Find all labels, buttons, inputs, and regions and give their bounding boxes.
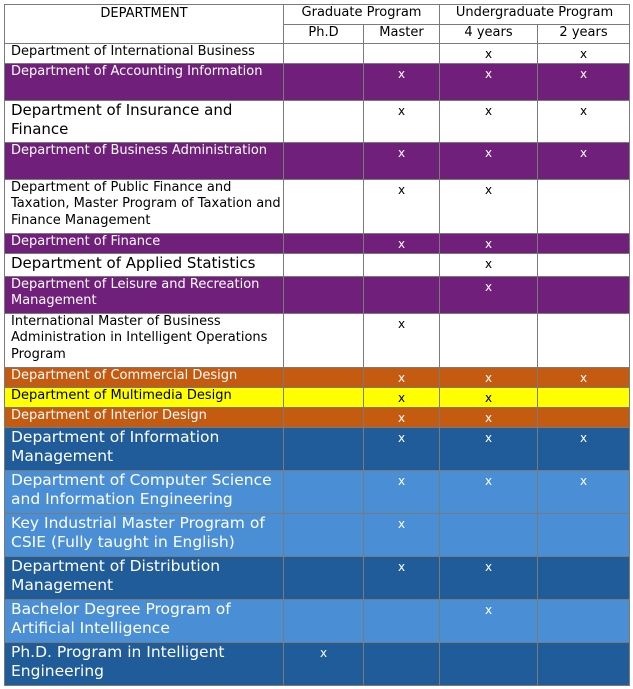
phd-mark	[284, 600, 364, 643]
table-row	[5, 143, 630, 180]
table-row	[5, 64, 630, 101]
two-years-mark	[538, 314, 630, 368]
four-years-mark: x	[440, 101, 538, 143]
master-mark: x	[364, 428, 440, 471]
department-name: International Master of Business Administration in Intelligent Operations Program	[5, 314, 284, 368]
phd-mark	[284, 471, 364, 514]
two-years-mark	[538, 388, 630, 408]
master-mark	[364, 44, 440, 64]
four-years-mark: x	[440, 254, 538, 277]
phd-mark	[284, 254, 364, 277]
two-years-mark	[538, 254, 630, 277]
four-years-header: 4 years	[440, 25, 538, 44]
two-years-mark	[538, 643, 630, 686]
table-row	[5, 557, 630, 600]
master-mark: x	[364, 180, 440, 234]
phd-mark: x	[284, 643, 364, 686]
department-header: DEPARTMENT	[5, 5, 284, 44]
phd-mark	[284, 388, 364, 408]
department-name: Department of Applied Statistics	[5, 254, 284, 277]
two-years-mark: x	[538, 428, 630, 471]
master-mark: x	[364, 314, 440, 368]
department-name: Bachelor Degree Program of Artificial Intelligence	[5, 600, 284, 643]
phd-mark	[284, 64, 364, 101]
four-years-mark: x	[440, 143, 538, 180]
four-years-mark: x	[440, 471, 538, 514]
four-years-mark: x	[440, 557, 538, 600]
phd-mark	[284, 180, 364, 234]
master-mark: x	[364, 557, 440, 600]
two-years-mark	[538, 600, 630, 643]
master-mark: x	[364, 234, 440, 254]
table-row	[5, 643, 630, 686]
two-years-mark: x	[538, 471, 630, 514]
phd-mark	[284, 277, 364, 314]
four-years-mark	[440, 643, 538, 686]
four-years-mark: x	[440, 388, 538, 408]
table-row	[5, 101, 630, 143]
master-mark: x	[364, 64, 440, 101]
table-row	[5, 254, 630, 277]
department-name: Department of Finance	[5, 234, 284, 254]
four-years-mark: x	[440, 64, 538, 101]
department-name: Department of Multimedia Design	[5, 388, 284, 408]
graduate-program-header: Graduate Program	[284, 5, 440, 25]
master-mark	[364, 254, 440, 277]
four-years-mark: x	[440, 600, 538, 643]
department-name: Department of Information Management	[5, 428, 284, 471]
master-mark: x	[364, 408, 440, 428]
two-years-mark: x	[538, 101, 630, 143]
master-mark: x	[364, 143, 440, 180]
department-name: Department of Business Administration	[5, 143, 284, 180]
phd-mark	[284, 514, 364, 557]
master-mark	[364, 643, 440, 686]
department-name: Department of Commercial Design	[5, 368, 284, 388]
four-years-mark: x	[440, 44, 538, 64]
department-name: Department of Distribution Management	[5, 557, 284, 600]
phd-mark	[284, 314, 364, 368]
table-row	[5, 428, 630, 471]
table-row	[5, 514, 630, 557]
master-mark	[364, 277, 440, 314]
phd-mark	[284, 101, 364, 143]
four-years-mark: x	[440, 234, 538, 254]
phd-mark	[284, 557, 364, 600]
table-row	[5, 388, 630, 408]
table-row	[5, 277, 630, 314]
master-mark: x	[364, 368, 440, 388]
two-years-mark: x	[538, 44, 630, 64]
table-row	[5, 368, 630, 388]
phd-mark	[284, 368, 364, 388]
phd-header: Ph.D	[284, 25, 364, 44]
two-years-mark	[538, 557, 630, 600]
phd-mark	[284, 234, 364, 254]
department-name: Ph.D. Program in Intelligent Engineering	[5, 643, 284, 686]
four-years-mark: x	[440, 428, 538, 471]
phd-mark	[284, 408, 364, 428]
department-name: Department of Accounting Information	[5, 64, 284, 101]
department-name: Department of Insurance and Finance	[5, 101, 284, 143]
master-mark: x	[364, 388, 440, 408]
master-header: Master	[364, 25, 440, 44]
two-years-mark: x	[538, 64, 630, 101]
table-row	[5, 180, 630, 234]
table-row	[5, 234, 630, 254]
two-years-mark	[538, 277, 630, 314]
four-years-mark	[440, 314, 538, 368]
two-years-header: 2 years	[538, 25, 630, 44]
department-name: Department of Interior Design	[5, 408, 284, 428]
two-years-mark	[538, 180, 630, 234]
table-row	[5, 44, 630, 64]
two-years-mark	[538, 408, 630, 428]
phd-mark	[284, 143, 364, 180]
department-name: Department of Public Finance and Taxation, Master Program of Taxation and Finance Management	[5, 180, 284, 234]
phd-mark	[284, 44, 364, 64]
table-row	[5, 600, 630, 643]
four-years-mark	[440, 514, 538, 557]
undergraduate-program-header: Undergraduate Program	[440, 5, 630, 25]
four-years-mark: x	[440, 180, 538, 234]
four-years-mark: x	[440, 368, 538, 388]
department-name: Key Industrial Master Program of CSIE (Fully taught in English)	[5, 514, 284, 557]
table-row	[5, 471, 630, 514]
two-years-mark	[538, 514, 630, 557]
four-years-mark: x	[440, 277, 538, 314]
table-row	[5, 408, 630, 428]
master-mark	[364, 600, 440, 643]
department-name: Department of International Business	[5, 44, 284, 64]
four-years-mark: x	[440, 408, 538, 428]
master-mark: x	[364, 101, 440, 143]
department-name: Department of Computer Science and Information Engineering	[5, 471, 284, 514]
two-years-mark: x	[538, 368, 630, 388]
two-years-mark: x	[538, 143, 630, 180]
table-row	[5, 314, 630, 368]
department-program-table	[4, 4, 630, 686]
two-years-mark	[538, 234, 630, 254]
department-name: Department of Leisure and Recreation Management	[5, 277, 284, 314]
phd-mark	[284, 428, 364, 471]
master-mark: x	[364, 514, 440, 557]
master-mark: x	[364, 471, 440, 514]
